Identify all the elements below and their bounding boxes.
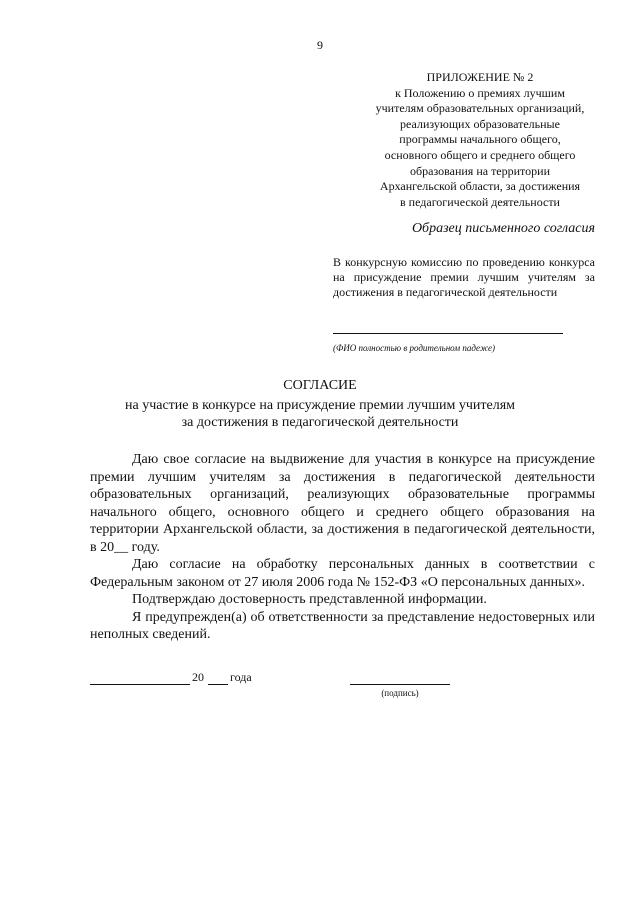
appendix-line: основного общего и среднего общего	[384, 147, 576, 162]
body-paragraph: Даю свое согласие на выдвижение для участия в конкурсе на присуждение премии лучшим учителям за достижения в педагогической деятельности образовательных организаций, реализующих образовательные программы начального общего, основного общего и среднего общего образования на территории Архангельской области, за достижения в педагогической деятельности, в 20__ году.	[90, 452, 595, 555]
appendix-line: образования на территории	[410, 163, 550, 178]
signature-line	[350, 684, 450, 685]
document-body	[90, 451, 595, 644]
body-paragraph: Я предупрежден(а) об ответственности за представление недостоверных или неполных сведений.	[90, 609, 595, 642]
sample-caption: Образец письменного согласия	[411, 221, 595, 236]
appendix-line: в педагогической деятельности	[400, 194, 560, 209]
subtitle-line: за достижения в педагогической деятельности	[181, 415, 459, 430]
year-suffix: года	[230, 670, 252, 684]
date-fill-line	[90, 684, 190, 685]
body-paragraph: Даю согласие на обработку персональных данных в соответствии с Федеральным законом от 27 июля 2006 года № 152-ФЗ «О персональных данных».	[90, 557, 595, 590]
appendix-header	[335, 70, 625, 210]
appendix-title: ПРИЛОЖЕНИЕ № 2	[426, 70, 534, 84]
appendix-line: к Положению о премиях лучшим	[395, 85, 565, 100]
document-subtitle	[90, 397, 550, 431]
document-title: СОГЛАСИЕ	[283, 378, 357, 393]
body-paragraph: Подтверждаю достоверность представленной информации.	[132, 592, 487, 607]
appendix-line: Архангельской области, за достижения	[379, 179, 581, 194]
name-hint: (ФИО полностью в родительном падеже)	[333, 343, 496, 353]
year-fill-line	[208, 684, 228, 685]
name-fill-line	[333, 333, 563, 334]
appendix-line: программы начального общего,	[399, 132, 561, 147]
subtitle-line: на участие в конкурсе на присуждение премии лучшим учителям	[125, 398, 515, 413]
signature-caption: (подпись)	[381, 688, 419, 698]
addressee-block: В конкурсную комиссию по проведению конкурса на присуждение премии лучшим учителям за достижения в педагогической деятельности	[333, 255, 595, 299]
appendix-line: учителям образовательных организаций,	[375, 101, 585, 116]
year-prefix: 20	[192, 670, 204, 684]
appendix-line: реализующих образовательные	[400, 116, 560, 131]
page-number: 9	[317, 38, 323, 52]
